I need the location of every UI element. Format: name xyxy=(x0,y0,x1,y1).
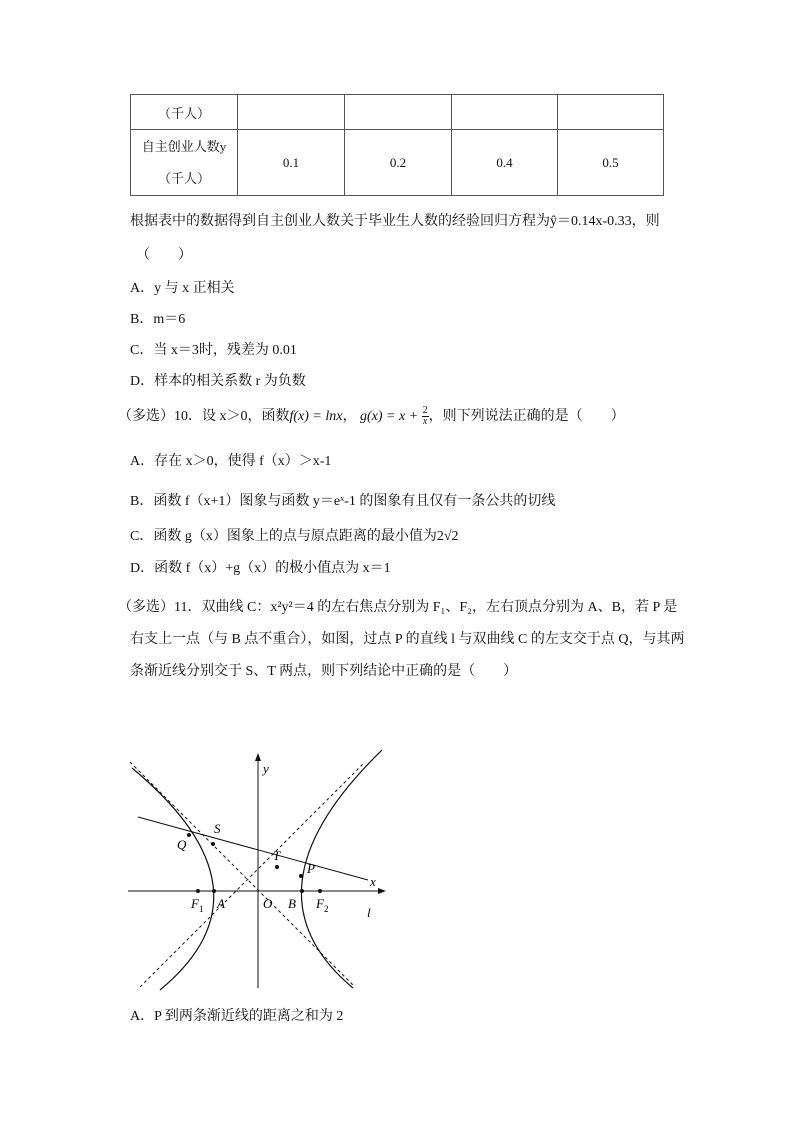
point-f2 xyxy=(318,889,322,893)
x-axis-arrow-icon xyxy=(378,888,386,894)
table-cell: 0.1 xyxy=(238,130,345,196)
label-q: Q xyxy=(177,837,187,852)
point-a xyxy=(212,889,216,893)
table-cell xyxy=(558,95,664,130)
q11-stem-line3: 条渐近线分别交于 S、T 两点，则下列结论中正确的是（ ） xyxy=(130,664,518,679)
point-t xyxy=(275,865,279,869)
hyperbola-figure xyxy=(120,740,400,1000)
label-t: T xyxy=(273,848,281,863)
line-l xyxy=(138,817,368,880)
q10-stem-prefix: （多选）10．设 x＞0，函数 xyxy=(118,409,290,424)
q9-stem-line1: 根据表中的数据得到自主创业人数关于毕业生人数的经验回归方程为ŷ＝0.14x-0.33，则 xyxy=(130,214,660,229)
table-row-header xyxy=(131,130,238,196)
data-table xyxy=(130,94,664,196)
q9-stem-line2: （ ） xyxy=(136,248,192,263)
label-f1-subscript: 1 xyxy=(198,904,204,914)
label-f2-letter: F xyxy=(316,896,324,911)
q9-option-b: B．m＝6 xyxy=(130,312,186,327)
q10-option-a: A．存在 x＞0，使得 f（x）＞x-1 xyxy=(130,454,332,469)
q11-stem-line2: 右支上一点（与 B 点不重合），如图，过点 P 的直线 l 与双曲线 C 的左支交于点 Q，与其两 xyxy=(130,632,685,647)
fraction xyxy=(422,406,429,427)
asymptote-line xyxy=(140,762,365,987)
label-x: x xyxy=(370,874,376,889)
q11-stem-line1: （多选）11．双曲线 C：x²y²＝4 的左右焦点分别为 F₁、F₂，左右顶点分别为 A、B，若 P 是 xyxy=(118,600,678,615)
q10-option-d: D．函数 f（x）+g（x）的极小值点为 x＝1 xyxy=(130,561,391,576)
point-f1 xyxy=(196,889,200,893)
row-header-line: 自主创业人数y xyxy=(141,138,227,154)
table-cell: 0.2 xyxy=(345,130,452,196)
table-cell xyxy=(238,95,345,130)
table-cell: 0.5 xyxy=(558,130,664,196)
label-l: l xyxy=(367,905,371,920)
y-axis-arrow-icon xyxy=(255,753,261,761)
row-header-unit: （千人） xyxy=(157,170,210,186)
fraction-numerator: 2 xyxy=(422,405,428,417)
label-y: y xyxy=(263,761,269,776)
point-p xyxy=(299,874,303,878)
table-cell xyxy=(345,95,452,130)
table-cell: 0.4 xyxy=(452,130,558,196)
q9-option-d: D．样本的相关系数 r 为负数 xyxy=(130,374,306,389)
q10-stem-suffix: ，则下列说法正确的是（ ） xyxy=(428,409,625,424)
q10-f-definition: f(x) = lnx xyxy=(289,409,343,424)
label-f2 xyxy=(315,896,328,914)
label-b: B xyxy=(288,896,296,911)
q9-option-a: A．y 与 x 正相关 xyxy=(130,281,235,296)
point-s xyxy=(211,842,215,846)
table-cell xyxy=(452,95,558,130)
label-s: S xyxy=(214,821,221,836)
label-f2-subscript: 2 xyxy=(323,904,329,914)
q9-option-c: C．当 x＝3时，残差为 0.01 xyxy=(130,343,297,358)
point-q xyxy=(187,833,191,837)
q10-option-c: C．函数 g（x）图象上的点与原点距离的最小值为2√2 xyxy=(130,529,459,544)
q10-option-b: B．函数 f（x+1）图象与函数 y＝eˣ-1 的图象有且仅有一条公共的切线 xyxy=(130,494,556,509)
fraction-denominator: x xyxy=(422,416,428,428)
q10-stem xyxy=(118,405,625,427)
label-a: A xyxy=(217,896,225,911)
label-o: O xyxy=(263,896,273,911)
q11-option-a: A．P 到两条渐近线的距离之和为 2 xyxy=(130,1009,344,1024)
label-p: P xyxy=(307,861,315,876)
q10-separator: ， xyxy=(342,409,357,424)
label-f1-letter: F xyxy=(191,896,199,911)
table-cell: （千人） xyxy=(131,95,238,130)
q10-g-definition: g(x) = x + xyxy=(359,409,419,424)
point-b xyxy=(300,889,304,893)
hyperbola-left-branch xyxy=(132,768,214,990)
label-f1 xyxy=(190,896,203,914)
